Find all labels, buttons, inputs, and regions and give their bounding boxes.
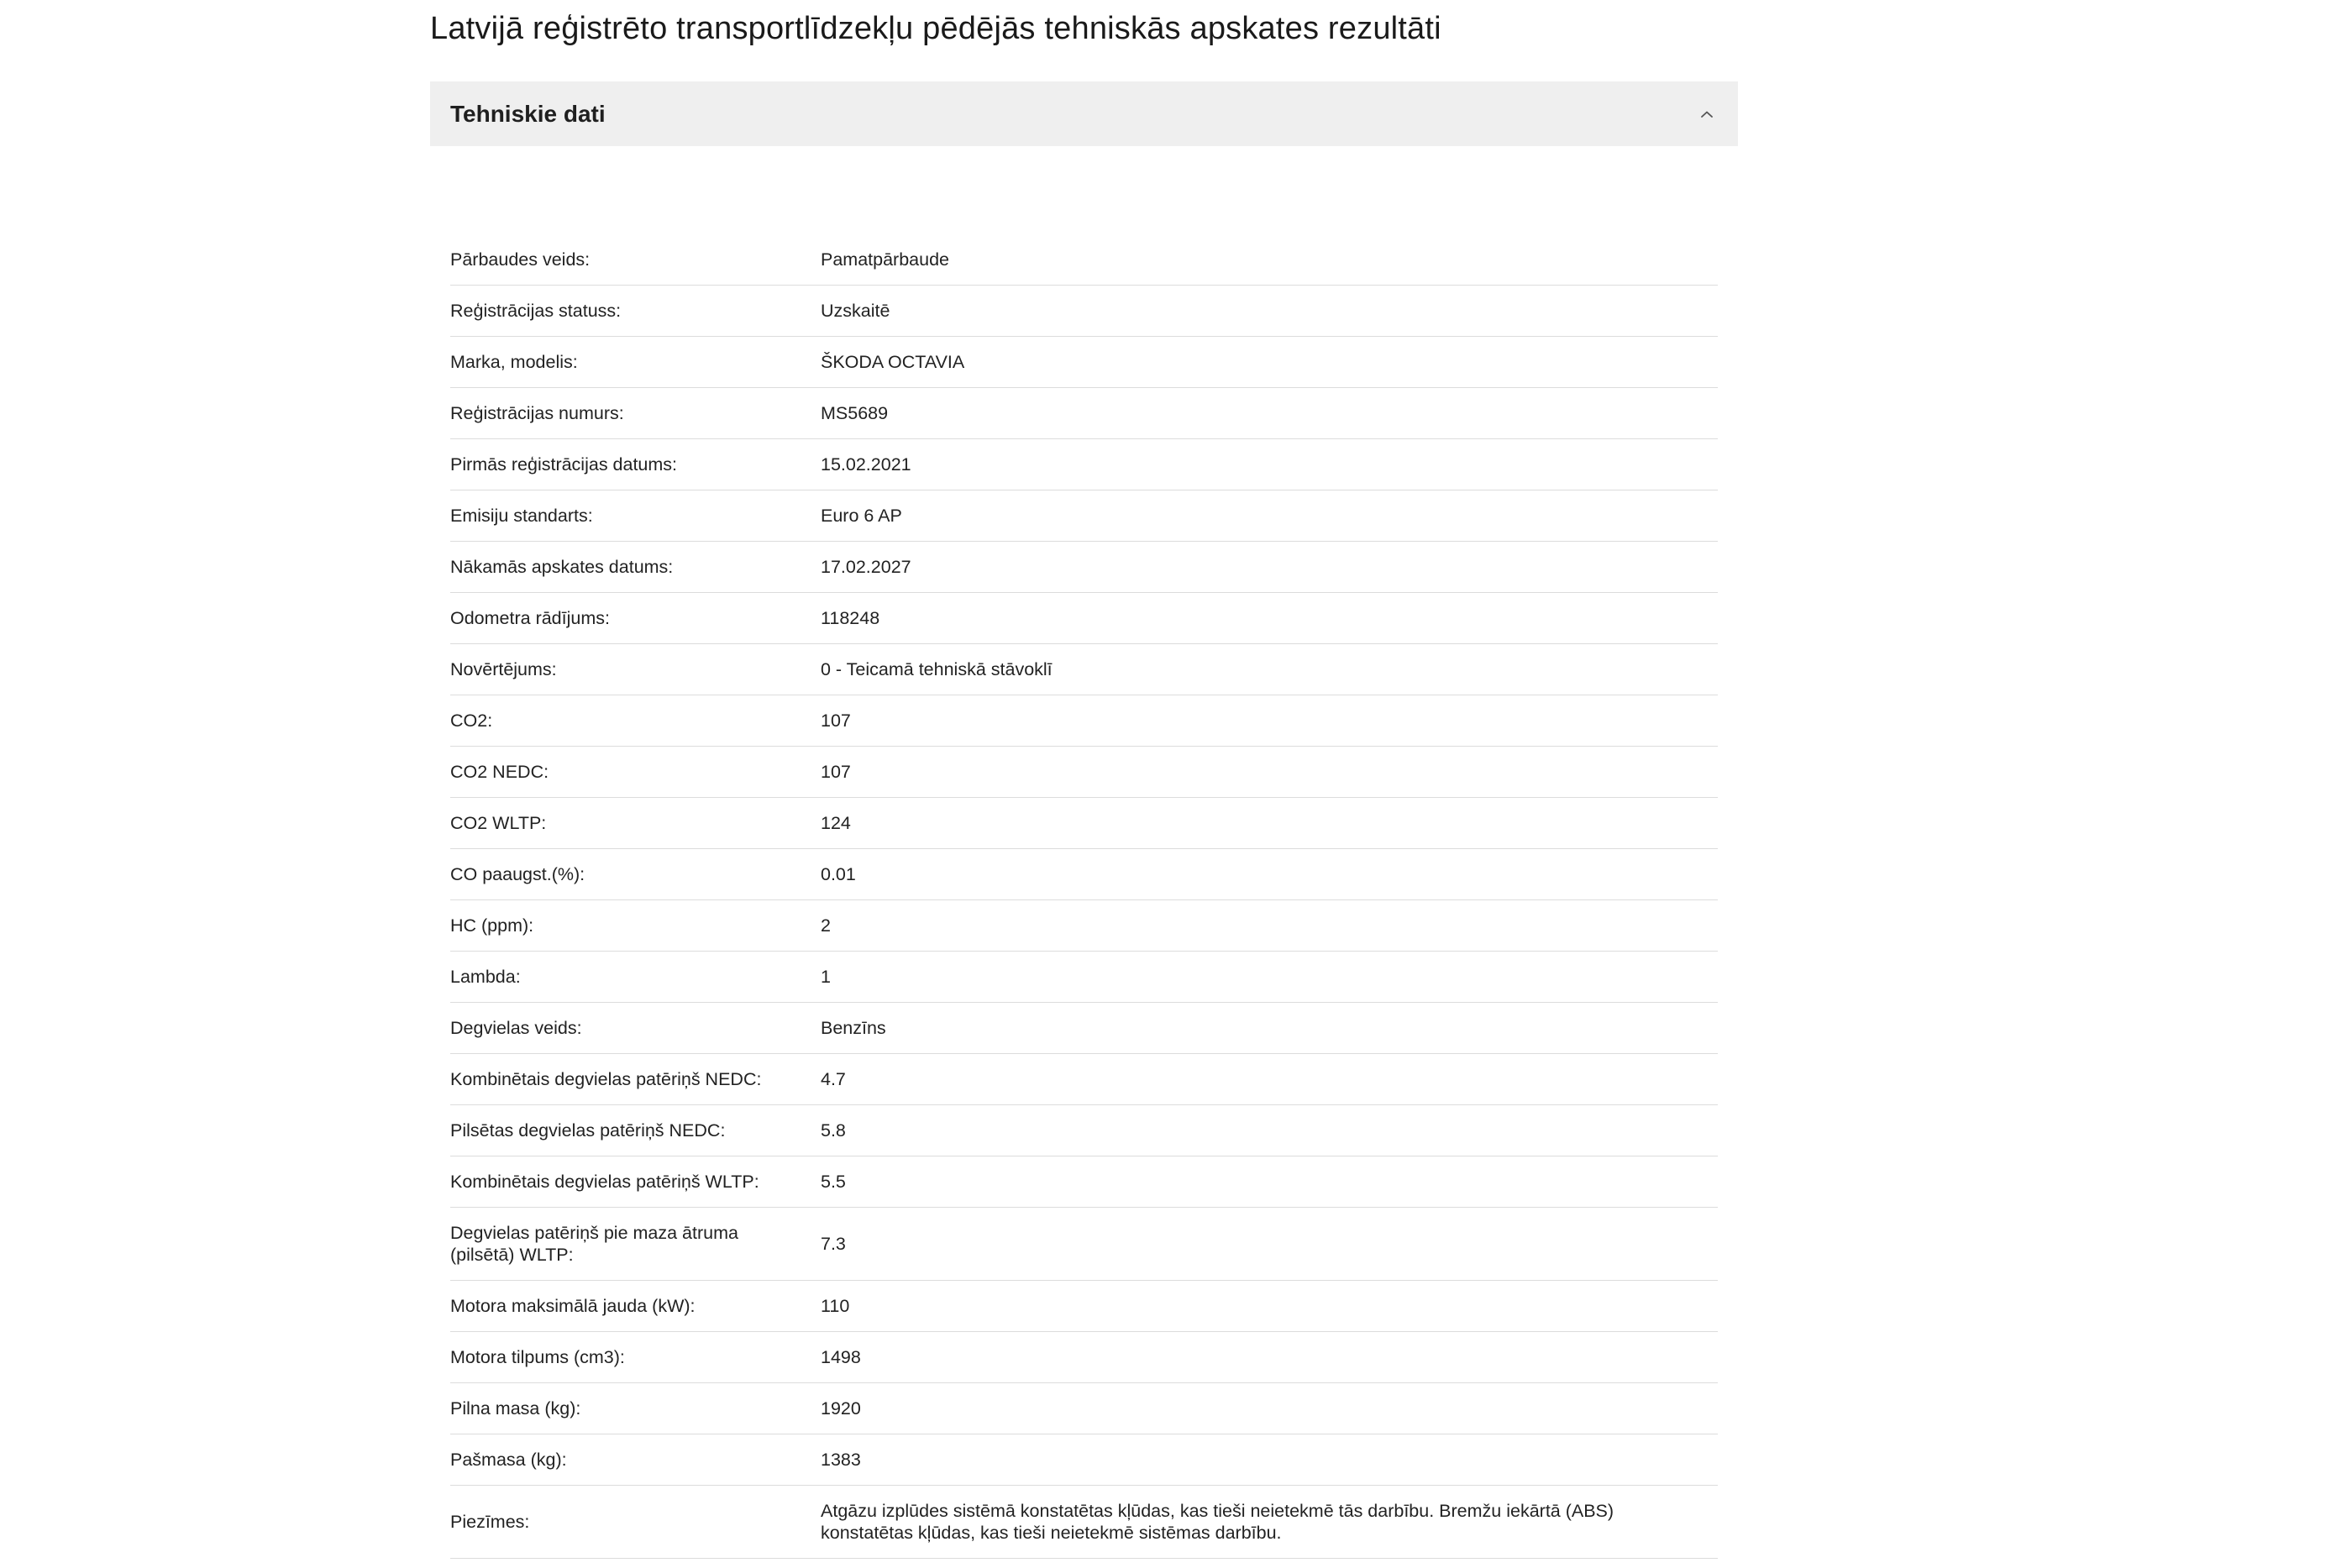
row-label: Odometra rādījums: bbox=[450, 593, 821, 644]
table-row bbox=[450, 1383, 1718, 1434]
row-value: 1920 bbox=[821, 1383, 1718, 1434]
row-label: Nākamās apskates datums: bbox=[450, 542, 821, 593]
row-value: Pamatpārbaude bbox=[821, 234, 1718, 286]
row-label: Motora maksimālā jauda (kW): bbox=[450, 1281, 821, 1332]
table-row bbox=[450, 849, 1718, 900]
row-label: Pilna masa (kg): bbox=[450, 1383, 821, 1434]
row-value: 0.01 bbox=[821, 849, 1718, 900]
row-label: CO2 WLTP: bbox=[450, 798, 821, 849]
table-row bbox=[450, 286, 1718, 337]
row-label: Reģistrācijas numurs: bbox=[450, 388, 821, 439]
table-row bbox=[450, 337, 1718, 388]
row-label: Novērtējums: bbox=[450, 644, 821, 695]
row-label: Pašmasa (kg): bbox=[450, 1434, 821, 1486]
row-value: 1383 bbox=[821, 1434, 1718, 1486]
table-row bbox=[450, 1054, 1718, 1105]
row-value: 2 bbox=[821, 900, 1718, 952]
row-label: Pilsētas degvielas patēriņš NEDC: bbox=[450, 1105, 821, 1156]
row-value: 118248 bbox=[821, 593, 1718, 644]
table-row bbox=[450, 439, 1718, 490]
row-label: Piezīmes: bbox=[450, 1486, 821, 1559]
row-label: Degvielas veids: bbox=[450, 1003, 821, 1054]
table-row bbox=[450, 644, 1718, 695]
technical-data-table bbox=[450, 234, 1718, 1559]
row-value: 0 - Teicamā tehniskā stāvoklī bbox=[821, 644, 1718, 695]
row-value: 7.3 bbox=[821, 1208, 1718, 1281]
table-row bbox=[450, 1486, 1718, 1559]
row-value: 15.02.2021 bbox=[821, 439, 1718, 490]
table-row bbox=[450, 1208, 1718, 1281]
row-label: Kombinētais degvielas patēriņš NEDC: bbox=[450, 1054, 821, 1105]
row-value: 1 bbox=[821, 952, 1718, 1003]
row-label: Marka, modelis: bbox=[450, 337, 821, 388]
row-label: Lambda: bbox=[450, 952, 821, 1003]
row-label: HC (ppm): bbox=[450, 900, 821, 952]
panel-title: Tehniskie dati bbox=[450, 100, 606, 127]
row-label: Emisiju standarts: bbox=[450, 490, 821, 542]
row-value: Uzskaitē bbox=[821, 286, 1718, 337]
table-row bbox=[450, 1332, 1718, 1383]
row-value: 107 bbox=[821, 747, 1718, 798]
row-label: Motora tilpums (cm3): bbox=[450, 1332, 821, 1383]
table-row bbox=[450, 1156, 1718, 1208]
table-row bbox=[450, 490, 1718, 542]
row-value: 4.7 bbox=[821, 1054, 1718, 1105]
row-label: Pārbaudes veids: bbox=[450, 234, 821, 286]
row-value: 124 bbox=[821, 798, 1718, 849]
table-row bbox=[450, 1003, 1718, 1054]
page-title: Latvijā reģistrēto transportlīdzekļu pēdējās tehniskās apskates rezultāti bbox=[430, 11, 1441, 46]
table-row bbox=[450, 542, 1718, 593]
row-value: Atgāzu izplūdes sistēmā konstatētas kļūdas, kas tieši neietekmē tās darbību. Bremžu iekārtā (ABS) konstatētas kļūdas, kas tieši neietekmē sistēmas darbību. bbox=[821, 1486, 1718, 1559]
panel-header-technical-data[interactable] bbox=[430, 81, 1738, 146]
row-label: Degvielas patēriņš pie maza ātruma (pilsētā) WLTP: bbox=[450, 1208, 821, 1281]
table-row bbox=[450, 1434, 1718, 1486]
table-row bbox=[450, 695, 1718, 747]
table-row bbox=[450, 1105, 1718, 1156]
table-row bbox=[450, 593, 1718, 644]
row-label: CO paaugst.(%): bbox=[450, 849, 821, 900]
row-label: Pirmās reģistrācijas datums: bbox=[450, 439, 821, 490]
table-row bbox=[450, 234, 1718, 286]
row-value: 110 bbox=[821, 1281, 1718, 1332]
row-label: CO2: bbox=[450, 695, 821, 747]
row-value: 5.5 bbox=[821, 1156, 1718, 1208]
row-value: 107 bbox=[821, 695, 1718, 747]
table-row bbox=[450, 747, 1718, 798]
row-label: Reģistrācijas statuss: bbox=[450, 286, 821, 337]
row-value: Benzīns bbox=[821, 1003, 1718, 1054]
chevron-up-icon[interactable] bbox=[1696, 103, 1718, 125]
row-value: 1498 bbox=[821, 1332, 1718, 1383]
row-value: MS5689 bbox=[821, 388, 1718, 439]
table-row bbox=[450, 952, 1718, 1003]
row-value: 17.02.2027 bbox=[821, 542, 1718, 593]
row-label: Kombinētais degvielas patēriņš WLTP: bbox=[450, 1156, 821, 1208]
row-label: CO2 NEDC: bbox=[450, 747, 821, 798]
table-row bbox=[450, 1281, 1718, 1332]
table-row bbox=[450, 900, 1718, 952]
row-value: Euro 6 AP bbox=[821, 490, 1718, 542]
row-value: ŠKODA OCTAVIA bbox=[821, 337, 1718, 388]
table-row bbox=[450, 798, 1718, 849]
table-row bbox=[450, 388, 1718, 439]
row-value: 5.8 bbox=[821, 1105, 1718, 1156]
